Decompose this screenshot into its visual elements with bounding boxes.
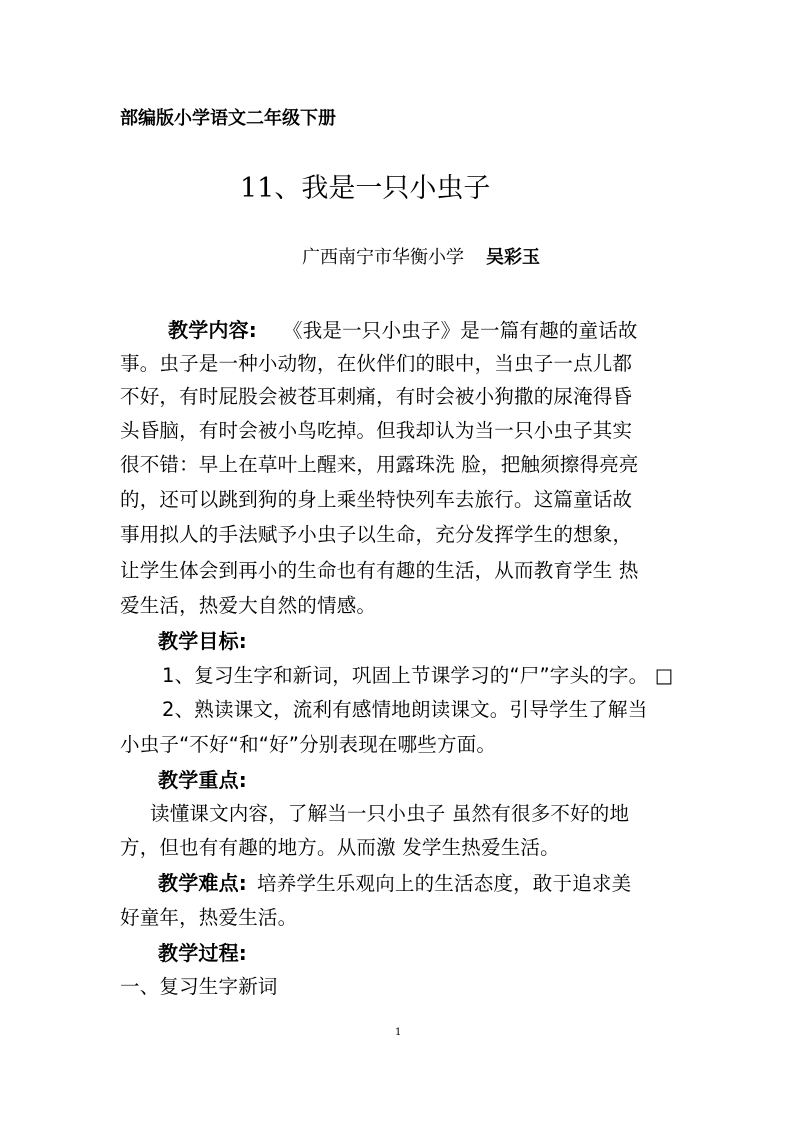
author-line xyxy=(302,243,540,269)
goal-item-2: 2、熟读课文，流利有感情地朗读课文。引导学生了解当 xyxy=(162,698,648,721)
difficulty-text: 培养学生乐观向上的生活态度，敢于追求美 xyxy=(257,872,632,895)
series-heading: 部编版小学语文二年级下册 xyxy=(120,108,336,129)
content-line-8: 让学生体会到再小的生命也有有趣的生活，从而教育学生 热 xyxy=(120,559,639,582)
content-line-5: 很不错：早上在草叶上醒来，用露珠洗 脸，把触须擦得亮亮 xyxy=(120,453,639,476)
goal-item-2-cont: 小虫子“不好“和“好”分别表现在哪些方面。 xyxy=(120,733,497,756)
school-name: 广西南宁市华衡小学 xyxy=(302,247,464,268)
lesson-title: 11、我是一只小虫子 xyxy=(240,173,491,204)
content-line-2: 事。虫子是一种小动物，在伙伴们的眼中，当虫子一点儿都 xyxy=(120,352,633,375)
goals-label: 教学目标: xyxy=(158,629,247,653)
difficulty-line xyxy=(158,867,631,896)
difficulty-cont: 好童年，热爱生活。 xyxy=(120,906,298,929)
content-line-6: 的，还可以跳到狗的身上乘坐特快列车去旅行。这篇童话故 xyxy=(120,488,633,511)
author-name: 吴彩玉 xyxy=(486,247,540,268)
content-label: 教学内容: xyxy=(168,318,257,342)
content-line-7: 事用拟人的手法赋予小虫子以生命，充分发挥学生的想象， xyxy=(120,523,633,546)
process-label: 教学过程: xyxy=(158,941,247,965)
content-line-9: 爱生活，热爱大自然的情感。 xyxy=(120,594,377,617)
goal-item-1: 1、复习生字和新词，巩固上节课学习的“尸”字头的字。 □ xyxy=(162,664,674,687)
content-text-start: 《我是一只小虫子》是一篇有趣的童话故 xyxy=(283,319,638,342)
difficulty-label: 教学难点: xyxy=(158,871,247,895)
process-step-1: 一、复习生字新词 xyxy=(120,975,278,998)
key-points-line-2: 方，但也有有趣的地方。从而激 发学生热爱生活。 xyxy=(120,836,560,859)
content-line-4: 头昏脑，有时会被小鸟吃掉。但我却认为当一只小虫子其实 xyxy=(120,419,633,442)
page-number: 1 xyxy=(395,1027,402,1038)
key-points-label: 教学重点: xyxy=(158,768,247,792)
key-points-line-1: 读懂课文内容，了解当一只小虫子 虽然有很多不好的地 xyxy=(150,802,630,825)
content-line-3: 不好，有时屁股会被苍耳刺痛，有时会被小狗撒的尿淹得昏 xyxy=(120,385,633,408)
content-line-1 xyxy=(120,314,638,343)
